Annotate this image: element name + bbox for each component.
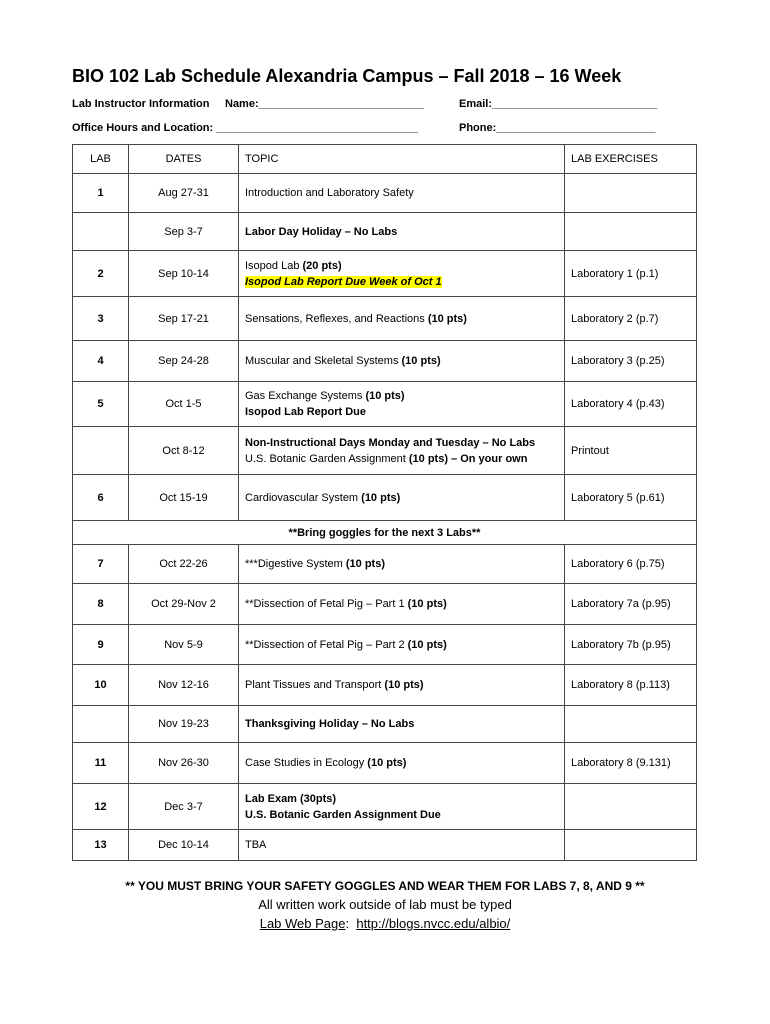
topic-points: (10 pts) [407, 638, 447, 651]
lab-dates: Oct 1-5 [129, 382, 239, 427]
topic-text: Lab Exam (30pts) [245, 792, 337, 805]
highlighted-due-note: Isopod Lab Report Due Week of Oct 1 [245, 275, 442, 288]
topic-points: (10 pts) – On your own [408, 452, 528, 465]
lab-topic: Thanksgiving Holiday – No Labs [239, 706, 565, 743]
lab-dates: Nov 19-23 [129, 706, 239, 743]
lab-dates: Sep 3-7 [129, 213, 239, 251]
goggles-note: ** YOU MUST BRING YOUR SAFETY GOGGLES AND WEAR THEM FOR LABS 7, 8, AND 9 ** [125, 879, 645, 893]
topic-points: (10 pts) [345, 558, 385, 570]
lab-dates: Nov 26-30 [129, 743, 239, 784]
lab-exercise: Laboratory 8 (p.113) [565, 665, 697, 706]
topic-text: Gas Exchange Systems [245, 390, 366, 402]
instructor-label: Lab Instructor Information [72, 98, 210, 110]
lab-number [73, 427, 129, 475]
lab-topic [239, 475, 565, 521]
lab-exercise [565, 213, 697, 251]
lab-topic: Introduction and Laboratory Safety [239, 174, 565, 213]
topic-points: (10 pts) [427, 312, 467, 325]
lab-topic [239, 784, 565, 830]
header-topic: TOPIC [239, 145, 565, 174]
web-page-link[interactable]: http://blogs.nvcc.edu/albio/ [356, 916, 511, 931]
lab-number: 6 [73, 475, 129, 521]
topic-text: Case Studies in Ecology [245, 757, 368, 769]
table-row [73, 213, 697, 251]
lab-exercise [565, 830, 697, 861]
lab-exercise: Laboratory 8 (9.131) [565, 743, 697, 784]
topic-text: Plant Tissues and Transport [245, 679, 385, 691]
lab-exercise: Laboratory 4 (p.43) [565, 382, 697, 427]
lab-number: 7 [73, 545, 129, 584]
table-row [73, 665, 697, 706]
lab-topic [239, 584, 565, 625]
topic-points: (10 pts) [361, 491, 401, 504]
topic-points: (10 pts) [401, 355, 441, 367]
topic-text: **Dissection of Fetal Pig – Part 1 [245, 598, 408, 610]
office-field[interactable]: Office Hours and Location: _________________________________ [72, 122, 419, 134]
typed-note: All written work outside of lab must be typed [258, 897, 512, 912]
topic-text: Muscular and Skeletal Systems [245, 355, 402, 367]
topic-points: (20 pts) [302, 259, 342, 272]
lab-exercise: Laboratory 1 (p.1) [565, 251, 697, 297]
web-page-line [0, 916, 770, 931]
lab-number: 4 [73, 341, 129, 382]
lab-exercise [565, 706, 697, 743]
lab-topic [239, 545, 565, 584]
table-row [73, 743, 697, 784]
topic-line2: U.S. Botanic Garden Assignment [245, 452, 409, 465]
lab-dates: Nov 5-9 [129, 625, 239, 665]
lab-exercise: Laboratory 7a (p.95) [565, 584, 697, 625]
web-page-label: Lab Web Page [259, 916, 346, 931]
table-row [73, 625, 697, 665]
lab-dates: Nov 12-16 [129, 665, 239, 706]
goggles-banner: **Bring goggles for the next 3 Labs** [73, 521, 697, 545]
header-dates: DATES [129, 145, 239, 174]
topic-points: (10 pts) [407, 598, 447, 610]
topic-points: (10 pts) [384, 679, 424, 691]
topic-text: Isopod Lab [245, 259, 303, 272]
lab-number: 10 [73, 665, 129, 706]
topic-text: **Dissection of Fetal Pig – Part 2 [245, 638, 408, 651]
lab-dates: Dec 3-7 [129, 784, 239, 830]
topic-points: (10 pts) [367, 757, 407, 769]
lab-dates: Aug 27-31 [129, 174, 239, 213]
lab-number: 12 [73, 784, 129, 830]
table-row [73, 251, 697, 297]
topic-text: ***Digestive System [245, 558, 346, 570]
table-row [73, 341, 697, 382]
table-row [73, 784, 697, 830]
name-field[interactable]: Name:___________________________ [225, 98, 424, 110]
table-row [73, 545, 697, 584]
lab-exercise: Laboratory 7b (p.95) [565, 625, 697, 665]
lab-exercise: Laboratory 3 (p.25) [565, 341, 697, 382]
lab-exercise: Laboratory 5 (p.61) [565, 475, 697, 521]
table-row [73, 475, 697, 521]
lab-topic [239, 382, 565, 427]
table-row [73, 830, 697, 861]
lab-topic [239, 297, 565, 341]
lab-topic [239, 665, 565, 706]
lab-topic: Labor Day Holiday – No Labs [239, 213, 565, 251]
lab-exercise: Laboratory 6 (p.75) [565, 545, 697, 584]
phone-field[interactable]: Phone:__________________________ [459, 122, 656, 134]
lab-topic: TBA [239, 830, 565, 861]
lab-dates: Sep 24-28 [129, 341, 239, 382]
header-exercises: LAB EXERCISES [565, 145, 697, 174]
web-page-separator: : [345, 916, 357, 931]
table-row [73, 427, 697, 475]
topic-line2: U.S. Botanic Garden Assignment Due [245, 808, 441, 821]
lab-number: 2 [73, 251, 129, 297]
lab-number: 13 [73, 830, 129, 861]
table-row [73, 297, 697, 341]
lab-dates: Sep 10-14 [129, 251, 239, 297]
lab-dates: Oct 15-19 [129, 475, 239, 521]
topic-points: (10 pts) [365, 390, 405, 402]
lab-number: 3 [73, 297, 129, 341]
lab-topic [239, 427, 565, 475]
lab-dates: Oct 8-12 [129, 427, 239, 475]
lab-topic [239, 251, 565, 297]
schedule-table [72, 144, 697, 861]
lab-exercise: Printout [565, 427, 697, 475]
lab-dates: Oct 22-26 [129, 545, 239, 584]
lab-dates: Sep 17-21 [129, 297, 239, 341]
topic-text: Cardiovascular System [245, 491, 362, 504]
topic-line2: Isopod Lab Report Due [245, 406, 366, 418]
lab-number [73, 213, 129, 251]
lab-exercise: Laboratory 2 (p.7) [565, 297, 697, 341]
topic-text: Non-Instructional Days Monday and Tuesday – No Labs [245, 436, 536, 449]
lab-topic [239, 625, 565, 665]
lab-exercise [565, 174, 697, 213]
table-row [73, 706, 697, 743]
lab-number: 1 [73, 174, 129, 213]
table-row [73, 174, 697, 213]
lab-number: 5 [73, 382, 129, 427]
page-title: BIO 102 Lab Schedule Alexandria Campus – Fall 2018 – 16 Week [72, 66, 622, 86]
lab-dates: Oct 29-Nov 2 [129, 584, 239, 625]
header-lab: LAB [73, 145, 129, 174]
lab-exercise [565, 784, 697, 830]
email-field[interactable]: Email:___________________________ [459, 98, 658, 110]
lab-topic [239, 341, 565, 382]
table-row [73, 382, 697, 427]
lab-topic [239, 743, 565, 784]
table-header-row [73, 145, 697, 174]
topic-text: Sensations, Reflexes, and Reactions [245, 312, 428, 325]
lab-dates: Dec 10-14 [129, 830, 239, 861]
lab-number: 11 [73, 743, 129, 784]
lab-number: 9 [73, 625, 129, 665]
banner-row [73, 521, 697, 545]
lab-number [73, 706, 129, 743]
lab-number: 8 [73, 584, 129, 625]
table-row [73, 584, 697, 625]
